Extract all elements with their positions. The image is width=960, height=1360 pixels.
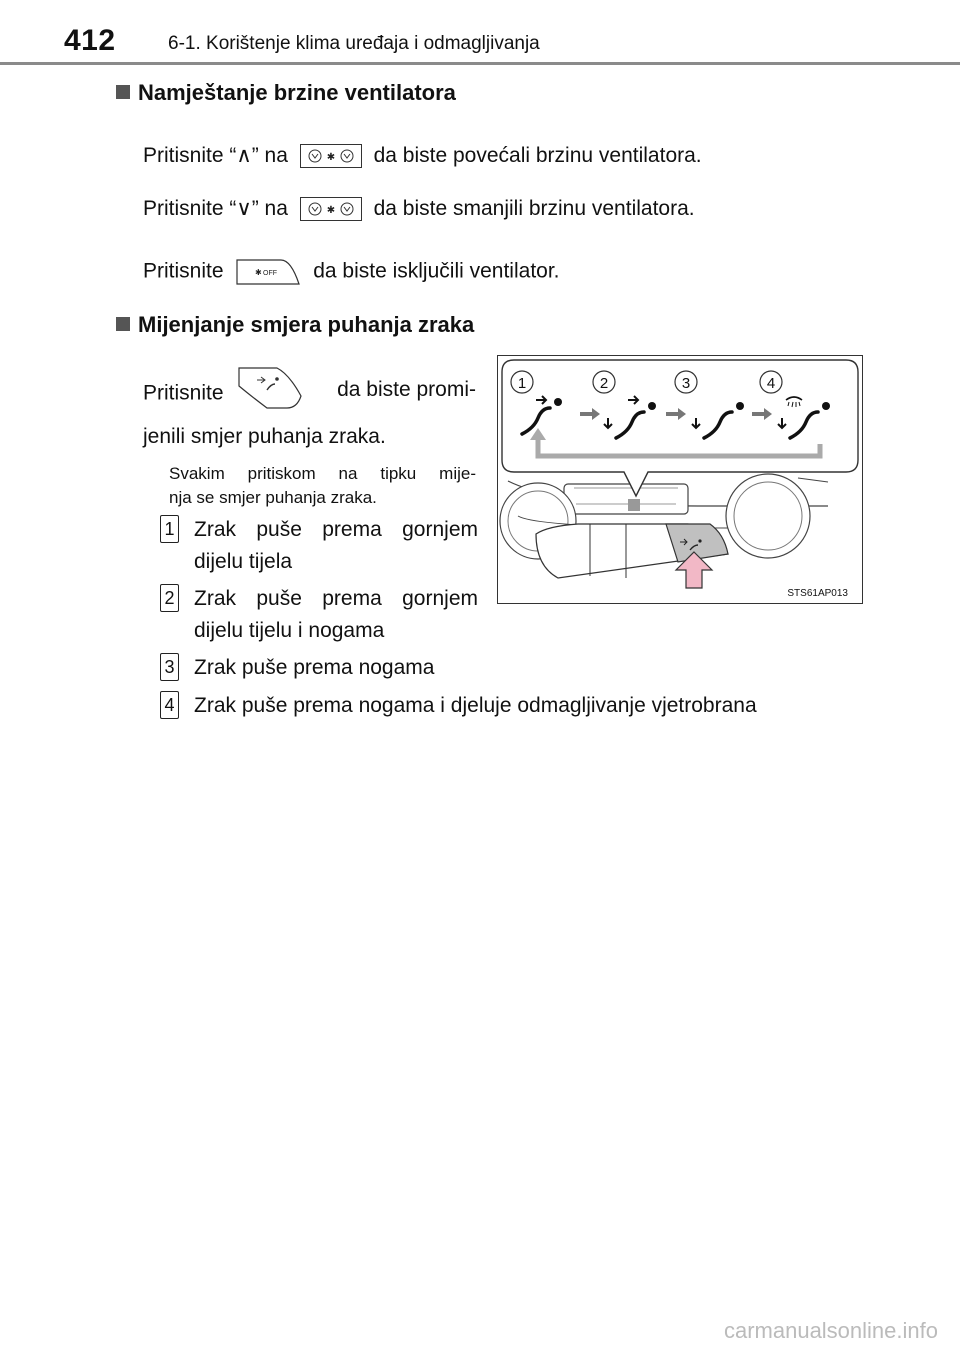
mode-number-4: 4 bbox=[766, 375, 776, 392]
step-4-line-1: Zrak puše prema nogama i djeluje odmagljivanje vjetrobrana bbox=[194, 694, 757, 717]
section-title-fan-speed: Namještanje brzine ventilatora bbox=[116, 80, 456, 106]
up-chevron-symbol: ∧ bbox=[236, 144, 252, 167]
fan-speed-increase-line: Pritisnite “∧” na ✱ da biste povećali brzinu ventilatora. bbox=[143, 144, 702, 167]
step-1-line-2: dijelu tijela bbox=[194, 550, 293, 573]
step-3-line-1: Zrak puše prema nogama bbox=[194, 656, 435, 679]
fan-speed-button-icon bbox=[300, 144, 362, 168]
mode-number-2: 2 bbox=[599, 375, 609, 392]
page-number: 412 bbox=[64, 24, 116, 57]
step-2-line-2: dijelu tijelu i nogama bbox=[194, 619, 385, 642]
fan-speed-button-icon bbox=[300, 197, 362, 221]
knob-right bbox=[726, 474, 810, 558]
svg-text:OFF: OFF bbox=[263, 270, 278, 277]
figure-code: STS61AP013 bbox=[787, 588, 848, 599]
fan-off-button-icon bbox=[235, 258, 301, 286]
step-2-line-1: Zrak puše prema gornjem bbox=[194, 587, 478, 610]
svg-text:✱: ✱ bbox=[326, 205, 335, 217]
watermark: carmanualsonline.info bbox=[723, 1318, 938, 1343]
fan-speed-decrease-line: Pritisnite “∨” na ✱ da biste smanjili brzinu ventilatora. bbox=[143, 197, 695, 220]
square-bullet-icon bbox=[116, 85, 130, 99]
airflow-intro-line-2: jenili smjer puhanja zraka. bbox=[143, 425, 386, 448]
square-bullet-icon bbox=[116, 317, 130, 331]
step-number-badge: 3 bbox=[160, 653, 179, 681]
fan-off-line: Pritisnite ✱ OFF da biste isključili ventilator. bbox=[143, 258, 560, 286]
header-divider bbox=[0, 62, 960, 65]
step-number-badge: 1 bbox=[160, 515, 179, 543]
note-line-1: Svakim pritiskom na tipku mije- bbox=[169, 464, 476, 483]
airflow-mode-button-icon bbox=[237, 366, 303, 410]
step-1-line-1: Zrak puše prema gornjem bbox=[194, 518, 478, 541]
down-chevron-symbol: ∨ bbox=[236, 197, 252, 220]
airflow-intro-line: Pritisnite da biste promi- bbox=[143, 378, 476, 410]
step-number-badge: 4 bbox=[160, 691, 179, 719]
svg-text:✱: ✱ bbox=[326, 152, 335, 164]
airflow-diagram bbox=[498, 356, 862, 603]
mode-number-1: 1 bbox=[517, 375, 527, 392]
section-title-airflow: Mijenjanje smjera puhanja zraka bbox=[116, 312, 474, 338]
running-title: 6-1. Korištenje klima uređaja i odmagljivanja bbox=[168, 33, 540, 54]
vent-center bbox=[564, 484, 688, 514]
airflow-mode-illustration bbox=[497, 355, 863, 604]
note-line-2: nja se smjer puhanja zraka. bbox=[169, 488, 377, 507]
mode-number-3: 3 bbox=[681, 375, 691, 392]
step-number-badge: 2 bbox=[160, 584, 179, 612]
svg-text:✱: ✱ bbox=[255, 268, 263, 277]
